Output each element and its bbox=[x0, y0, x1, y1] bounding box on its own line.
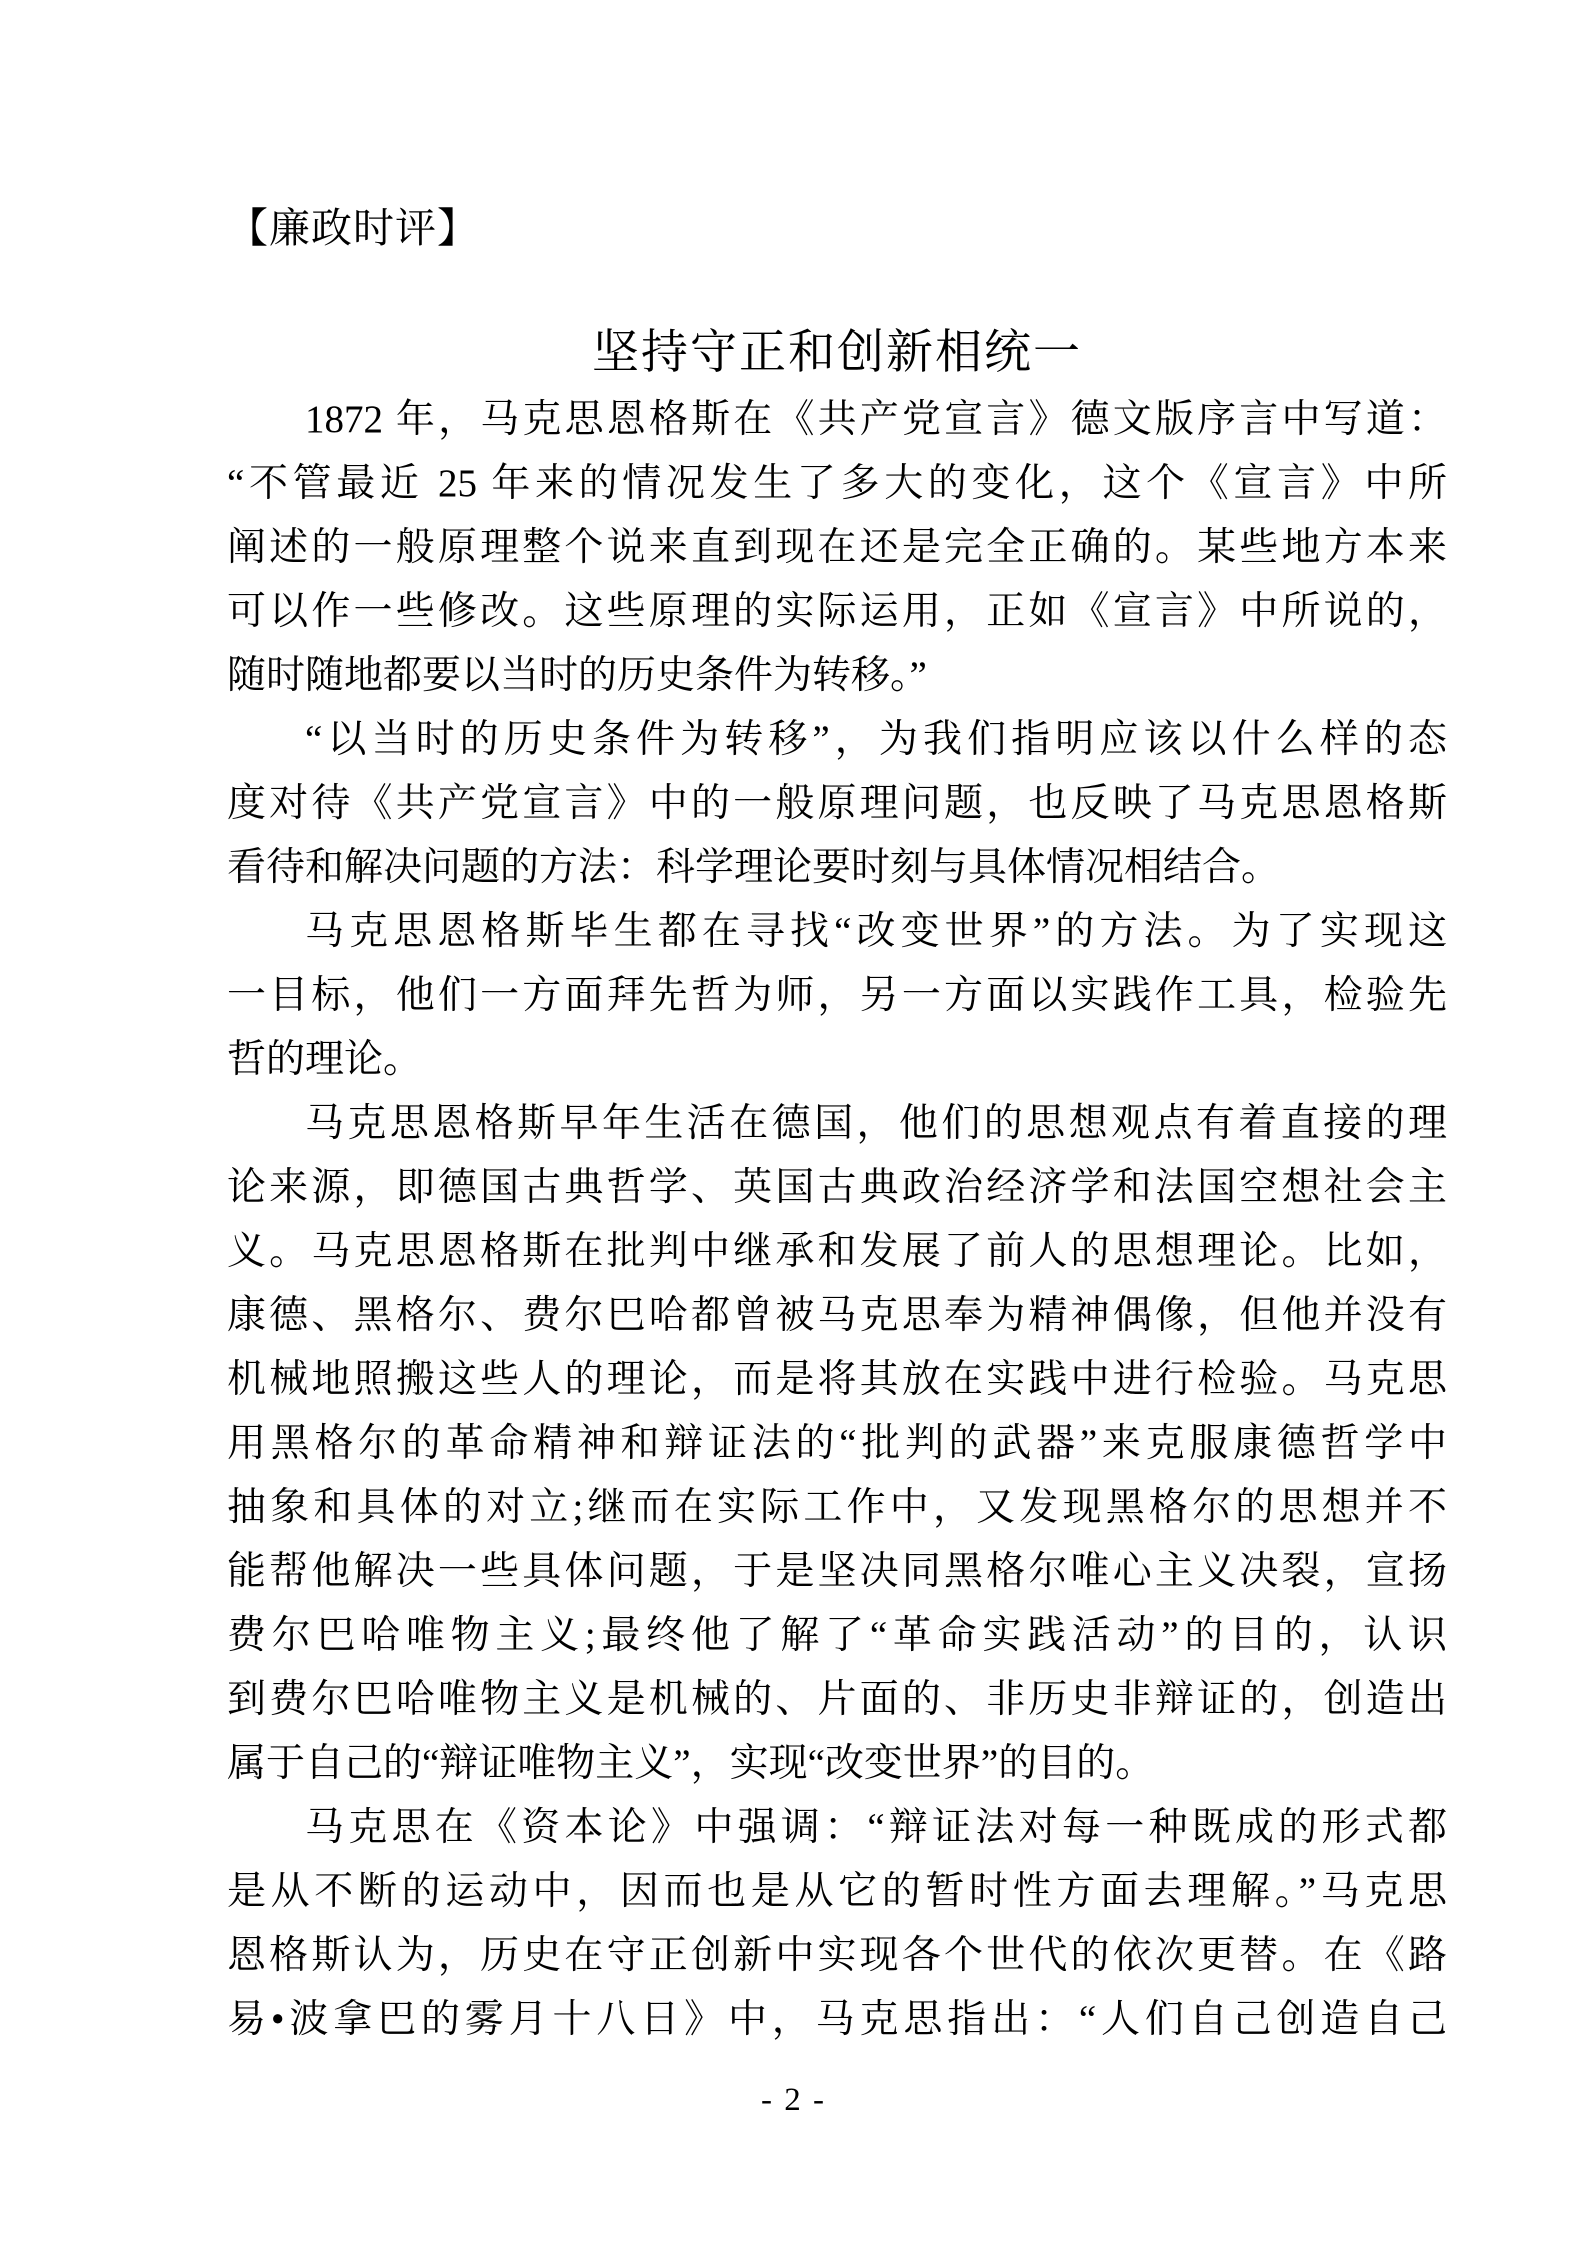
text-line: 易•波拿巴的雾月十八日》中，马克思指出：“人们自己创造自己 bbox=[227, 1998, 1447, 2041]
text-line: 马克思恩格斯毕生都在寻找“改变世界”的方法。为了实现这 bbox=[305, 910, 1447, 953]
text-line: 可以作一些修改。这些原理的实际运用，正如《宣言》中所说的， bbox=[227, 590, 1447, 633]
page-number: - 2 - bbox=[761, 2082, 826, 2118]
text-line: 看待和解决问题的方法：科学理论要时刻与具体情况相结合。 bbox=[227, 846, 1281, 889]
text-line: “不管最近 25 年来的情况发生了多大的变化，这个《宣言》中所 bbox=[227, 462, 1447, 505]
text-line: 属于自己的“辩证唯物主义”，实现“改变世界”的目的。 bbox=[227, 1742, 1155, 1785]
text-line: 能帮他解决一些具体问题，于是坚决同黑格尔唯心主义决裂，宣扬 bbox=[227, 1550, 1447, 1593]
text-line: 康德、黑格尔、费尔巴哈都曾被马克思奉为精神偶像，但他并没有 bbox=[227, 1294, 1447, 1337]
document-title: 坚持守正和创新相统一 bbox=[592, 327, 1082, 379]
text-line: 论来源，即德国古典哲学、英国古典政治经济学和法国空想社会主 bbox=[227, 1166, 1447, 1209]
text-line: 一目标，他们一方面拜先哲为师，另一方面以实践作工具，检验先 bbox=[227, 974, 1447, 1017]
text-line: “以当时的历史条件为转移”，为我们指明应该以什么样的态 bbox=[305, 718, 1447, 761]
text-line: 费尔巴哈唯物主义;最终他了解了“革命实践活动”的目的，认识 bbox=[227, 1614, 1447, 1657]
text-line: 用黑格尔的革命精神和辩证法的“批判的武器”来克服康德哲学中 bbox=[227, 1422, 1447, 1465]
text-line: 哲的理论。 bbox=[227, 1038, 423, 1081]
text-line: 是从不断的运动中，因而也是从它的暂时性方面去理解。”马克思 bbox=[227, 1870, 1447, 1913]
text-line: 1872 年，马克思恩格斯在《共产党宣言》德文版序言中写道： bbox=[305, 398, 1447, 441]
text-line: 随时随地都要以当时的历史条件为转移。” bbox=[227, 654, 927, 697]
text-line: 阐述的一般原理整个说来直到现在还是完全正确的。某些地方本来 bbox=[227, 526, 1447, 569]
document-body bbox=[227, 388, 1447, 2052]
text-line: 抽象和具体的对立;继而在实际工作中，又发现黑格尔的思想并不 bbox=[227, 1486, 1447, 1529]
text-line: 马克思恩格斯早年生活在德国，他们的思想观点有着直接的理 bbox=[305, 1102, 1447, 1145]
text-line: 机械地照搬这些人的理论，而是将其放在实践中进行检验。马克思 bbox=[227, 1358, 1447, 1401]
text-line: 义。马克思恩格斯在批判中继承和发展了前人的思想理论。比如， bbox=[227, 1230, 1447, 1273]
section-tag: 【廉政时评】 bbox=[227, 205, 479, 251]
text-line: 到费尔巴哈唯物主义是机械的、片面的、非历史非辩证的，创造出 bbox=[227, 1678, 1447, 1721]
text-line: 恩格斯认为，历史在守正创新中实现各个世代的依次更替。在《路 bbox=[227, 1934, 1447, 1977]
text-line: 马克思在《资本论》中强调：“辩证法对每一种既成的形式都 bbox=[305, 1806, 1447, 1849]
text-line: 度对待《共产党宣言》中的一般原理问题，也反映了马克思恩格斯 bbox=[227, 782, 1447, 825]
